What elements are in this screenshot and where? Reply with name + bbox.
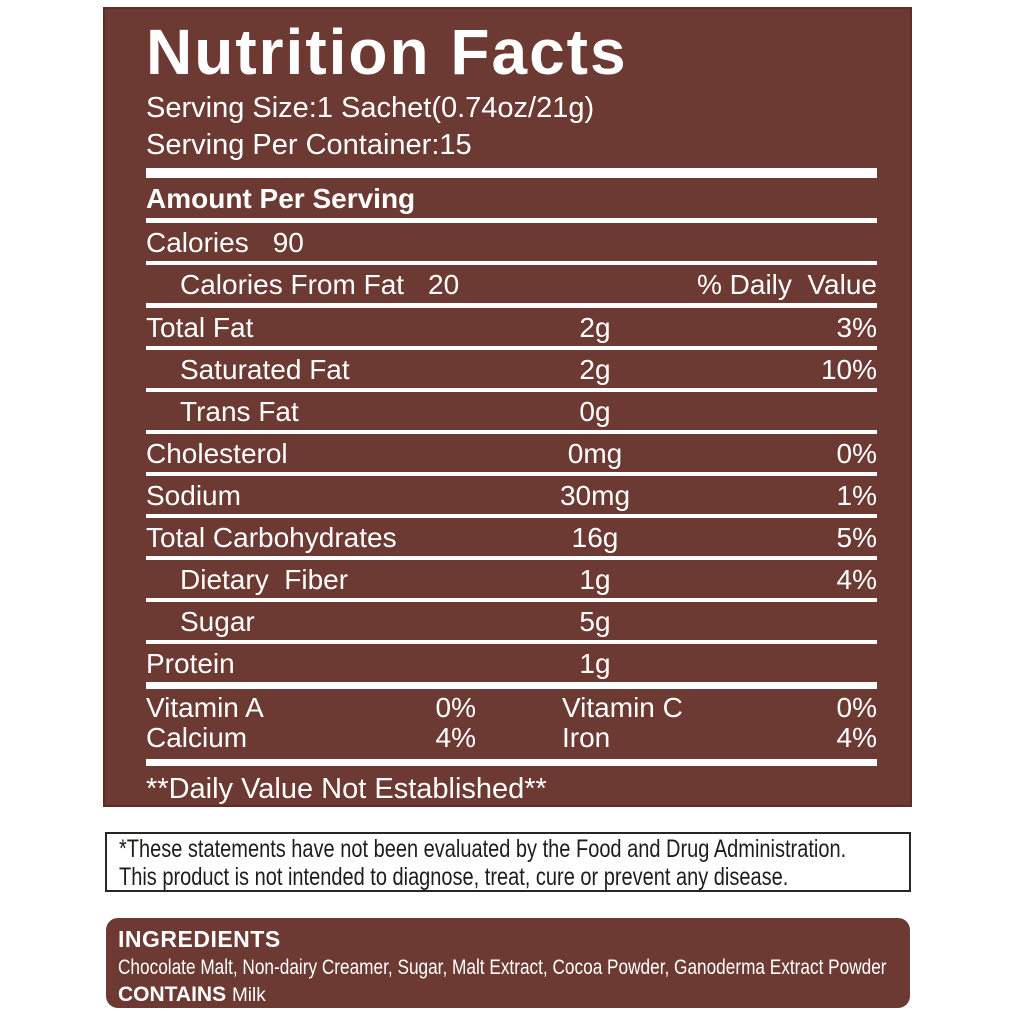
ingredients-heading: INGREDIENTS xyxy=(118,926,281,952)
contains-value: Milk xyxy=(231,985,266,1006)
nutrient-daily-value: 10% xyxy=(820,354,877,385)
nutrient-label: Cholesterol xyxy=(146,438,288,469)
nutrient-daily-value: 1% xyxy=(836,480,877,511)
nutrient-amount: 0mg xyxy=(567,438,623,469)
calories-from-fat-row xyxy=(146,265,877,308)
contains-label: CONTAINS xyxy=(118,983,227,1006)
nutrient-row-protein xyxy=(146,644,877,689)
nutrient-label: Total Fat xyxy=(146,312,254,343)
calcium-label: Calcium xyxy=(146,722,248,753)
iron-label: Iron xyxy=(562,722,611,753)
nutrient-label: Dietary Fiber xyxy=(180,564,349,595)
nutrient-row-total-carbohydrates xyxy=(146,518,877,560)
percent-daily-value-header: % Daily Value xyxy=(696,269,877,300)
ingredients-list: Chocolate Malt, Non-dairy Creamer, Sugar, Malt Extract, Cocoa Powder, Ganoderma Extract Powder xyxy=(118,956,887,979)
amount-per-serving-heading: Amount Per Serving xyxy=(146,178,877,223)
nutrient-daily-value: 0% xyxy=(836,438,877,469)
nutrient-label: Protein xyxy=(146,648,235,679)
nutrient-amount: 1g xyxy=(579,564,611,595)
servings-per-container-text: Serving Per Container:15 xyxy=(146,129,472,161)
nutrition-facts-panel xyxy=(103,7,912,807)
contains-statement xyxy=(118,983,910,1008)
nutrient-row-cholesterol xyxy=(146,434,877,476)
nutrient-row-saturated-fat xyxy=(146,350,877,392)
iron-value: 4% xyxy=(836,722,877,753)
calcium-value: 4% xyxy=(435,722,476,753)
nutrient-label: Trans Fat xyxy=(180,396,299,427)
nutrient-row-total-fat xyxy=(146,308,877,350)
vitamin-c-value: 0% xyxy=(836,692,877,723)
vitamins-section xyxy=(146,689,877,766)
nutrient-label: Saturated Fat xyxy=(180,354,350,385)
nutrient-label: Sugar xyxy=(180,606,255,637)
nutrient-amount: 0g xyxy=(579,396,611,427)
nutrient-label: Total Carbohydrates xyxy=(146,522,397,553)
nutrient-amount: 2g xyxy=(579,312,611,343)
nutrient-amount: 30mg xyxy=(559,480,631,511)
serving-size-text: Serving Size:1 Sachet(0.74oz/21g) xyxy=(146,92,595,124)
nutrient-daily-value: 3% xyxy=(836,312,877,343)
vitamin-a-value: 0% xyxy=(435,692,476,723)
nutrient-daily-value xyxy=(660,397,877,427)
nutrient-label: Sodium xyxy=(146,480,241,511)
calories-from-fat-label: Calories From Fat xyxy=(180,269,405,300)
nutrition-facts-title: Nutrition Facts xyxy=(146,16,628,88)
vitamin-c-label: Vitamin C xyxy=(562,692,683,723)
nutrient-amount: 16g xyxy=(571,522,619,553)
nutrient-daily-value xyxy=(660,607,877,637)
nutrient-daily-value xyxy=(660,649,877,679)
nutrient-row-dietary-fiber xyxy=(146,560,877,602)
disclaimer-line-2: This product is not intended to diagnose, treat, cure or prevent any disease. xyxy=(119,863,789,891)
nutrient-amount: 5g xyxy=(579,606,611,637)
ingredients-panel xyxy=(106,918,910,1008)
nutrient-daily-value: 5% xyxy=(836,522,877,553)
nutrient-row-sodium xyxy=(146,476,877,518)
vitamins-row-2 xyxy=(146,723,877,753)
fda-disclaimer-box xyxy=(105,832,911,892)
daily-value-footnote: **Daily Value Not Established** xyxy=(146,773,547,805)
nutrient-row-trans-fat xyxy=(146,392,877,434)
calories-from-fat-value: 20 xyxy=(428,269,460,300)
calories-value: 90 xyxy=(272,227,304,258)
disclaimer-line-1: *These statements have not been evaluated by the Food and Drug Administration. xyxy=(119,835,847,863)
nutrient-amount: 1g xyxy=(579,648,611,679)
nutrient-amount: 2g xyxy=(579,354,611,385)
thick-divider xyxy=(146,168,877,178)
vitamin-a-label: Vitamin A xyxy=(146,692,264,723)
nutrient-daily-value: 4% xyxy=(836,564,877,595)
vitamins-row-1 xyxy=(146,693,877,723)
calories-row xyxy=(146,223,877,265)
calories-label: Calories xyxy=(146,227,249,258)
nutrient-row-sugar xyxy=(146,602,877,644)
